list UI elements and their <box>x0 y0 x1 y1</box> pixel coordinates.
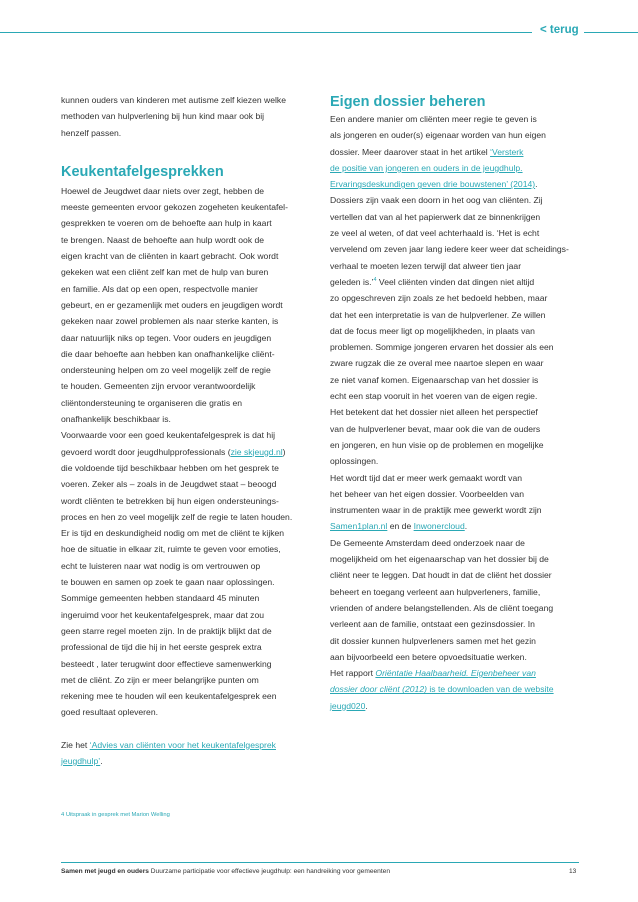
report-link-cont[interactable]: dossier door cliënt (2012) <box>330 684 427 695</box>
text-line: verhaal te moeten lezen terwijl dat alweer tien jaar <box>330 260 522 271</box>
text-line: vervelend om zeven jaar lang iedere keer weer dat scheidings- <box>330 244 569 255</box>
text-line: gebeurt, en er gezamenlijk met ouders en jeugdigen wordt <box>61 299 283 310</box>
report-line3: jeugd020. <box>330 700 368 711</box>
left-column <box>61 92 311 769</box>
text-line: dat de focus meer ligt op mogelijkheden, in plaats van <box>330 325 535 336</box>
text-line: rekening mee te houden wil een keukentafelgesprek een <box>61 691 277 702</box>
text-line: henzelf passen. <box>61 127 122 138</box>
text-line: eigen kracht van de cliënten in kaart gebracht. Ook wordt <box>61 251 279 262</box>
text-line: mogelijkheid om het eigenaarschap van het dossier bij de <box>330 554 549 565</box>
dossier-quote-line: geleden is.’$^4$ Veel cliënten vinden dat dingen niet altijd <box>330 276 535 287</box>
article-link-cont2[interactable]: Ervaringsdeskundigen geven drie bouwstenen’ (2014) <box>330 179 536 190</box>
text-line: beheert en toegang verleent aan hulpverleners, familie, <box>330 586 541 597</box>
back-link[interactable]: < terug <box>540 24 579 36</box>
report-line1: Het rapport Oriëntatie Haalbaarheid. Eigenbeheer van <box>330 668 536 679</box>
text-line: professional de tijd die hij in het eerste gesprek extra <box>61 642 262 653</box>
text-line: ze niet vanaf komen. Eigenaarschap van het dossier is <box>330 374 539 385</box>
footnote: 4 Uitspraak in gesprek met Marion Welling <box>61 812 170 818</box>
text-line: methoden van hulpverlening bij hun kind maar ook bij <box>61 111 265 122</box>
text-line: voeren. Zeker als – zoals in de Jeugdwet staat – beoogd <box>61 479 277 490</box>
text-line: vertellen dat van al het papierwerk dat ze binnenkrijgen <box>330 211 541 222</box>
text-line: gekeken wat een cliënt zelf kan met de hulp van buren <box>61 267 269 278</box>
text-line: te bouwen en samen op zoek te gaan naar oplossingen. <box>61 577 275 588</box>
text-line: Er is tijd en deskundigheid nodig om met de cliënt te kijken <box>61 528 285 539</box>
dossier-article-line: dossier. Meer daarover staat in het artikel ‘Versterk <box>330 146 524 157</box>
text-line: daar natuurlijk niks op tegen. Voor ouders en jeugdigen <box>61 332 272 343</box>
text-line: instrumenten waar in de praktijk mee gewerkt wordt zijn <box>330 505 542 516</box>
text-line: dat het een interpretatie is van de hulpverlener. Ze willen <box>330 309 546 320</box>
text-line: als jongeren en ouder(s) eigenaar worden van hun eigen <box>330 130 546 141</box>
instruments-line: Samen1plan.nl en de Inwonercloud. <box>330 521 468 532</box>
text-line: echt te luisteren naar wat nodig is om vertrouwen op <box>61 560 261 571</box>
footer-subtitle: Duurzame participatie voor effectieve jeugdhulp: een handreiking voor gemeenten <box>148 868 391 875</box>
text-line: problemen. Sommige jongeren ervaren het dossier als een <box>330 342 554 353</box>
text-line: geen starre regel moeten zijn. In de praktijk blijkt dat de <box>61 625 272 636</box>
text-line: zware rugzak die ze overal mee naartoe slepen en waar <box>330 358 544 369</box>
text-line: die voldoende tijd beschikbaar hebben om het gesprek te <box>61 462 279 473</box>
footer-title: Samen met jeugd en ouders <box>61 868 149 875</box>
dossier-intro <box>330 111 580 144</box>
dossier-ownership <box>330 290 580 518</box>
text-line: hoe de situatie in elkaar zit, ruimte te geven voor emoties, <box>61 544 281 555</box>
text-line: dit dossier kunnen hulpverleners samen met het gezin <box>330 635 536 646</box>
text-line: Het betekent dat het dossier niet alleen het perspectief <box>330 407 538 418</box>
text-line: Het wordt tijd dat er meer werk gemaakt wordt van <box>330 472 523 483</box>
text-line: meeste gemeenten ervoor gekozen zogeheten keukentafel- <box>61 202 288 213</box>
page-number: 13 <box>569 868 577 875</box>
text-line: De Gemeente Amsterdam deed onderzoek naar de <box>330 537 525 548</box>
jeugd020-link[interactable]: jeugd020 <box>330 700 366 711</box>
text-line: Sommige gemeenten hebben standaard 45 minuten <box>61 593 260 604</box>
intro-text <box>61 92 311 141</box>
dossier-article-line2 <box>330 160 580 176</box>
top-rule-right <box>584 32 638 33</box>
article-link-cont[interactable]: de positie van jongeren en ouders in de jeugdhulp. <box>330 162 523 173</box>
text-line: te houden. Gemeenten zijn ervoor verantwoordelijk <box>61 381 256 392</box>
text-line: echt een stap vooruit in het voeren van de eigen regie. <box>330 391 538 402</box>
text-line: Dossiers zijn vaak een doorn in het oog van cliënten. Zij <box>330 195 543 206</box>
text-line: oplossingen. <box>330 456 379 467</box>
section-heading-keukentafel: Keukentafelgesprekken <box>61 163 224 180</box>
text-line: Een andere manier om cliënten meer regie te geven is <box>330 114 537 124</box>
keukentafel-paragraph-1 <box>61 183 311 427</box>
text-line: gesprekken te voeren om de behoefte aan hulp in kaart <box>61 218 272 229</box>
inwonercloud-link[interactable]: Inwonercloud <box>413 521 465 532</box>
footer-text <box>61 868 390 875</box>
dossier-article-line3: Ervaringsdeskundigen geven drie bouwstenen’ (2014). <box>330 179 538 190</box>
text-line: aan bijvoorbeeld een betere opvoedsituatie werken. <box>330 651 527 662</box>
footer-rule <box>61 862 579 863</box>
keukentafel-paragraph-2-line2: gevoerd wordt door jeugdhulpprofessionals (zie skjeugd.nl) <box>61 446 286 457</box>
text-line: wordt cliënten te betrekken bij hun eigen ondersteunings- <box>61 495 279 506</box>
skjeugd-link[interactable]: zie skjeugd.nl <box>230 446 283 457</box>
article-link[interactable]: ‘Versterk <box>490 146 524 157</box>
text-line: ondersteuning helpen om zo veel mogelijk zelf de regie <box>61 365 271 376</box>
advice-link-cont[interactable]: jeugdhulp’ <box>61 755 101 766</box>
text-line: onafhankelijk beschikbaar is. <box>61 414 171 425</box>
samen1plan-link[interactable]: Samen1plan.nl <box>330 521 388 532</box>
text-line: kunnen ouders van kinderen met autisme zelf kiezen welke <box>61 95 286 105</box>
text-line: cliënt neer te leggen. Dat houdt in dat de cliënt het dossier <box>330 570 552 581</box>
text-line: zo opgeschreven zijn zoals ze het bedoeld hebben, maar <box>330 293 548 304</box>
text-line: van de hulpverlener bevat, maar ook die van de ouders <box>330 423 541 434</box>
text-line: gekeken naar zowel problemen als naar sterke kanten, is <box>61 316 279 327</box>
text-line: besteedt , later terugwint door effectieve samenwerking <box>61 658 272 669</box>
dossier-complaints <box>330 192 580 273</box>
text-line: Hoewel de Jeugdwet daar niets over zegt, hebben de <box>61 185 265 196</box>
section-heading-dossier: Eigen dossier beheren <box>330 94 486 110</box>
keukentafel-paragraph-2-line1: Voorwaarde voor een goed keukentafelgesprek is dat hij <box>61 430 276 441</box>
text-line: verleent aan de familie, ontstaat een gezinsdossier. In <box>330 619 535 630</box>
text-line: te brengen. Naast de behoefte aan hulp wordt ook de <box>61 234 265 245</box>
report-link[interactable]: Oriëntatie Haalbaarheid. Eigenbeheer van <box>375 668 536 679</box>
report-link-cont2[interactable]: is te downloaden van de website <box>426 684 554 695</box>
text-line: vrienden of andere belangstellenden. Als de cliënt toegang <box>330 602 554 613</box>
amsterdam-paragraph <box>330 535 580 665</box>
keukentafel-paragraph-2 <box>61 460 311 721</box>
text-line: met de cliënt. Zo zijn er meer belangrijke punten om <box>61 674 259 685</box>
top-rule <box>0 32 532 33</box>
text-line: goed resultaat opleveren. <box>61 707 158 718</box>
see-advice-line2: jeugdhulp’. <box>61 755 103 766</box>
text-line: die daar behoefte aan hebben kan onafhankelijke cliënt- <box>61 348 275 359</box>
right-column <box>330 92 580 714</box>
text-line: ze veel al weten, of dat veel achterhaald is. ‘Het is echt <box>330 228 540 239</box>
see-advice-line1: Zie het ‘Advies van cliënten voor het keukentafelgesprek <box>61 739 276 750</box>
text-line: en jongeren, en hun visie op de problemen en mogelijke <box>330 439 544 450</box>
advice-link[interactable]: ‘Advies van cliënten voor het keukentafelgesprek <box>89 739 276 750</box>
text-line: proces en hen zo veel mogelijk zelf de regie te laten houden. <box>61 511 293 522</box>
text-line: het beheer van het eigen dossier. Voorbeelden van <box>330 488 524 499</box>
text-line: en familie. Als dat op een open, respectvolle manier <box>61 283 258 294</box>
text-line: ingeruimd voor het keukentafelgesprek, maar dat zou <box>61 609 265 620</box>
report-line2 <box>330 681 580 697</box>
footnote-ref: 4 <box>373 277 377 284</box>
text-line: cliëntondersteuning te organiseren die gratis en <box>61 397 243 408</box>
